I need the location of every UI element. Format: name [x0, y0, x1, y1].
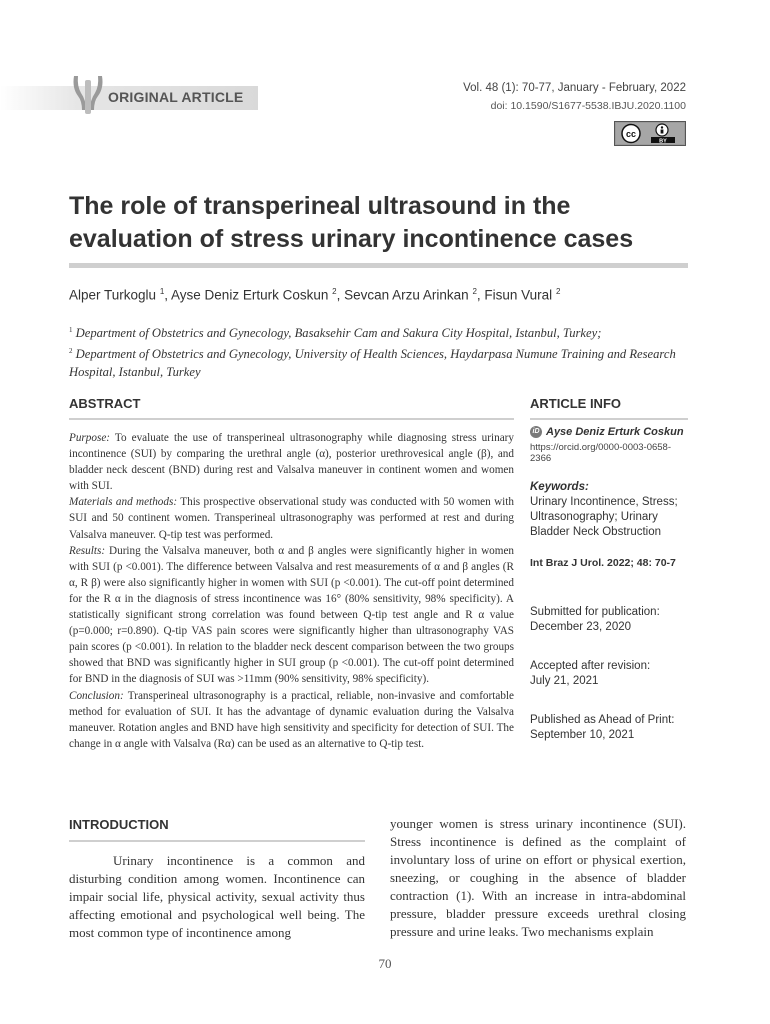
author-affiliation-sup: 2 — [555, 287, 561, 296]
cc-by-license-badge[interactable] — [614, 121, 686, 146]
journal-logo-icon — [68, 74, 108, 118]
submitted-block — [530, 605, 690, 635]
author-name: Ayse Deniz Erturk Coskun — [171, 287, 329, 303]
conclusion-text: Transperineal ultrasonography is a practical, reliable, non-invasive and comfortable method for evaluation of SUI. It has the advantage of dynamic evaluation during the Valsalva maneuver. Rotation angles and BND have high sensitivity and specificity for detection of SUI. The change in α angle with Valsalva (Rα) can be used as an alternative to Q-tip test. — [69, 689, 514, 750]
accepted-date: July 21, 2021 — [530, 675, 599, 687]
author-affiliation-sup: 1 — [159, 287, 165, 296]
abstract-methods — [69, 494, 514, 542]
author-affiliation-sup: 2 — [472, 287, 477, 296]
abstract-results — [69, 543, 514, 688]
article-title: The role of transperineal ultrasound in the evaluation of stress urinary incontinence cases — [69, 192, 634, 253]
doi-link[interactable]: doi: 10.1590/S1677-5538.IBJU.2020.1100 — [490, 100, 686, 112]
author-name: Alper Turkoglu — [69, 287, 157, 303]
abstract-conclusion — [69, 688, 514, 752]
accepted-label: Accepted after revision: — [530, 660, 651, 672]
cc-by-icon — [615, 122, 685, 145]
introduction-heading: INTRODUCTION — [69, 817, 169, 832]
published-block — [530, 713, 690, 743]
article-type-label: ORIGINAL ARTICLE — [108, 89, 244, 105]
introduction-left-column: Urinary incontinence is a common and disturbing condition among women. Incontinence can impair social life, physical activity, sexual activity thus affecting emotional and psychological well being. The most common type of incontinence among — [69, 853, 365, 940]
author-list: Alper Turkoglu $^1$, Ayse Deniz Erturk Coskun $^2$, Sevcan Arzu Arinkan $^2$, Fisun Vural $^2$ — [69, 287, 561, 303]
purpose-label: Purpose: — [69, 432, 111, 444]
submitted-label: Submitted for publication: — [530, 606, 660, 618]
abstract-divider — [69, 418, 514, 420]
introduction-right-column: younger women is stress urinary incontinence (SUI). Stress incontinence is defined as the complaint of involuntary loss of urine on effort or physical exertion, sneezing, or coughing in the absence of bladder contraction (1). With an increase in intra-abdominal pressure, bladder pressure exceeds urethral closing pressure and urine leaks. Two mechanisms explain — [390, 816, 686, 939]
methods-text: This prospective observational study was conducted with 50 women with SUI and 50 continent women. Transperineal ultrasonography was performed at rest and during Valsalva maneuver. Q-tip test was performed. — [69, 496, 514, 541]
article-info-panel — [530, 426, 690, 743]
abstract-purpose — [69, 430, 514, 494]
orcid-author[interactable] — [530, 426, 690, 438]
conclusion-label: Conclusion: — [69, 689, 124, 702]
results-text: During the Valsalva maneuver, both α and β angles were significantly higher in women with SUI (p <0.001). The difference between Valsalva and rest measurements of α and β angles (R α, R β) were also significantly higher in women with SUI (p <0.001). The cut-off point determined for the R α in the diagnosis of stress incontinence was 16° (80% sensitivity, 98% specificity). A statistically significant strong correlation was found between Q-tip test angle and R α value (p=0.000; r=0.890). Q-tip VAS pain scores were significantly higher than ultrasonography VAS pain scores (p <0.001). In relation to the bladder neck descent comparison between the two groups showed that BND was significantly higher in SUI group (p <0.001). The cut-off point determined for BND in the diagnosis of SUI was >11mm (90% sensitivity, 98% specificity). — [69, 544, 515, 686]
accepted-block — [530, 659, 690, 689]
published-label: Published as Ahead of Print: — [530, 714, 675, 726]
orcid-author-name: Ayse Deniz Erturk Coskun — [546, 426, 684, 438]
volume-line: Vol. 48 (1): 70-77, January - February, 2022 — [463, 82, 686, 94]
title-divider — [69, 263, 688, 268]
methods-label: Materials and methods: — [69, 496, 178, 509]
article-info-divider — [530, 418, 688, 420]
author-affiliation-sup: 2 — [332, 287, 337, 296]
submitted-date: December 23, 2020 — [530, 621, 632, 633]
abstract-body — [69, 430, 514, 752]
affiliations — [69, 321, 689, 381]
keywords-label: Keywords: — [530, 481, 589, 493]
purpose-text: To evaluate the use of transperineal ultrasonography while diagnosing stress urinary incontinence (SUI) by comparing the urethral angle (α), posterior urethrovesical angle (β), and bladder neck descent (BND) during rest and Valsalva maneuver in continent women and women with SUI. — [69, 432, 514, 493]
citation: Int Braz J Urol. 2022; 48: 70-7 — [530, 557, 676, 569]
affiliation-sup: 1 — [69, 326, 73, 334]
abstract-heading: ABSTRACT — [69, 396, 141, 411]
affiliation-text: Department of Obstetrics and Gynecology, Basaksehir Cam and Sakura City Hospital, Istanbul, Turkey; — [75, 326, 602, 341]
published-date: September 10, 2021 — [530, 729, 635, 741]
affiliation-text: Department of Obstetrics and Gynecology, University of Health Sciences, Haydarpasa Numune Training and Research Hospital, Istanbul, Turkey — [69, 347, 676, 380]
article-info-heading: ARTICLE INFO — [530, 396, 621, 411]
results-label: Results: — [69, 544, 106, 557]
keywords-text: Urinary Incontinence, Stress; Ultrasonography; Urinary Bladder Neck Obstruction — [530, 496, 678, 538]
author-name: Fisun Vural — [484, 287, 553, 303]
orcid-icon: iD — [530, 426, 542, 438]
introduction-divider — [69, 840, 365, 842]
author-name: Sevcan Arzu Arinkan — [344, 287, 469, 303]
page-number: 70 — [378, 956, 392, 971]
cc-by-text: BY — [659, 138, 667, 145]
affiliation-sup: 2 — [69, 347, 73, 356]
svg-text:cc: cc — [625, 129, 637, 139]
orcid-link[interactable]: https://orcid.org/0000-0003-0658-2366 — [530, 442, 672, 464]
